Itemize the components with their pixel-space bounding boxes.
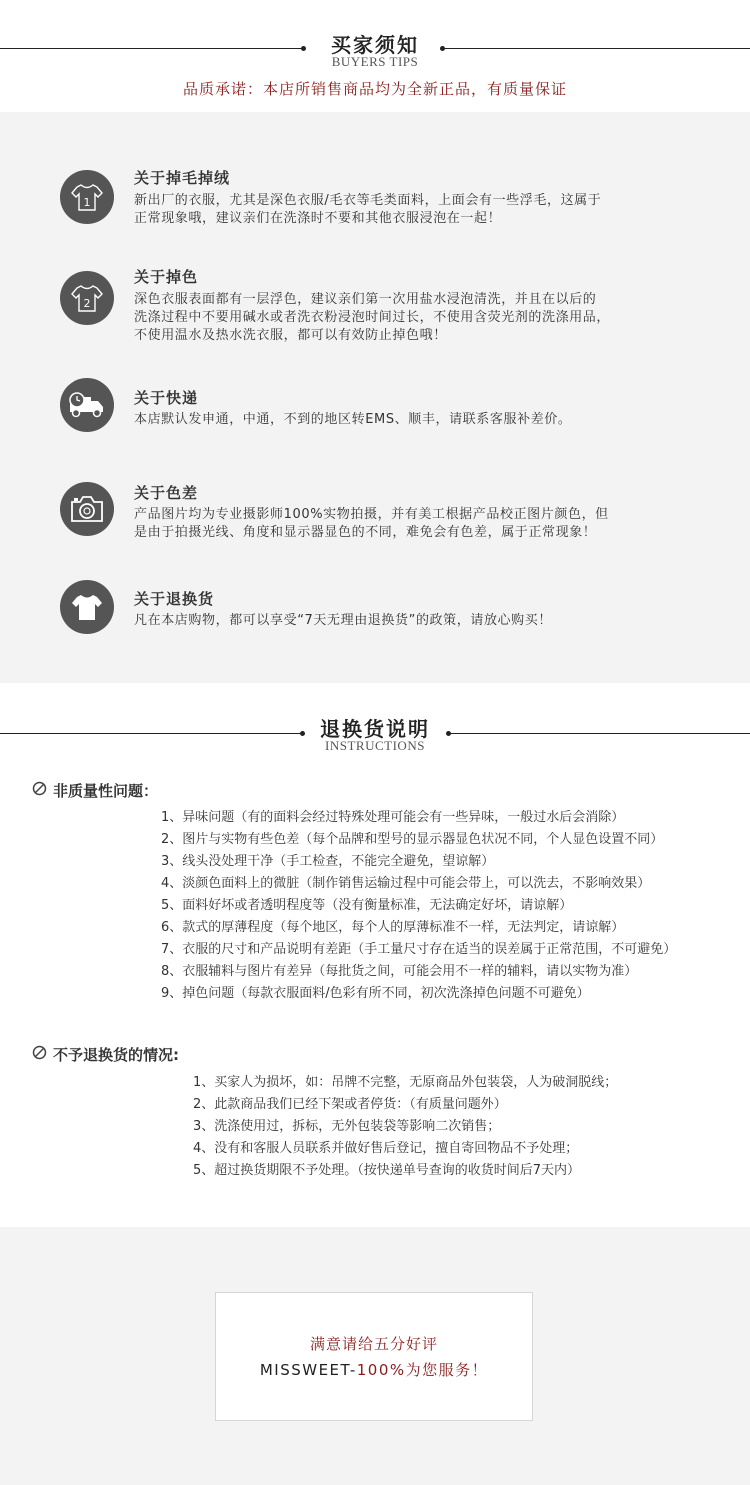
- buyer-tips-title: 买家须知: [331, 33, 419, 57]
- list-item: 5、面料好坏或者透明程度等（没有衡量标准，无法确定好坏，请谅解）: [161, 898, 573, 913]
- tip-body: 本店默认发申通，中通，不到的地区转EMS、顺丰，请联系客服补差价。: [134, 412, 572, 427]
- svg-text:2: 2: [83, 297, 91, 310]
- tip-body: 凡在本店购物，都可以享受“7天无理由退换货”的政策，请放心购买！: [134, 613, 552, 628]
- instructions-subtitle: INSTRUCTIONS: [325, 738, 425, 753]
- footer-service-text: 100%为您服务！: [356, 1361, 489, 1379]
- tip-body: 产品图片均为专业摄影师100%实物拍摄，并有美工根据产品校正图片颜色，但 是由于拍摄光线、角度和显示器显色的不同，难免会有色差，属于正常现象！: [134, 507, 609, 540]
- quality-promise: 品质承诺：本店所销售商品均为全新正品，有质量保证: [182, 80, 567, 98]
- tip-title: 关于掉毛掉绒: [134, 169, 231, 187]
- prohibited-icon: [32, 781, 47, 800]
- tshirt-2-icon: [60, 271, 114, 325]
- list-item: 7、衣服的尺寸和产品说明有差距（手工量尺寸存在适当的误差属于正常范围，不可避免）: [161, 942, 677, 957]
- tshirt-icon: [60, 580, 114, 634]
- tip-title: 关于掉色: [134, 268, 199, 286]
- footer-brand: MISSWEET-: [259, 1361, 357, 1379]
- camera-icon: [60, 482, 114, 536]
- list-item: 5、超过换货期限不予处理。（按快递单号查询的收货时间后7天内）: [193, 1163, 581, 1178]
- delivery-truck-icon: [60, 378, 114, 432]
- prohibited-icon: [32, 1045, 47, 1064]
- list-item: 8、衣服辅料与图片有差异（每批货之间，可能会用不一样的辅料，请以实物为准）: [161, 964, 638, 979]
- tip-title: 关于退换货: [134, 590, 215, 608]
- non-quality-heading: [32, 780, 158, 801]
- non-quality-list: [161, 807, 676, 1005]
- list-item: 3、洗涤使用过，拆标，无外包装袋等影响二次销售；: [193, 1119, 501, 1134]
- list-item: 6、款式的厚薄程度（每个地区，每个人的厚薄标准不一样，无法判定，请谅解）: [161, 920, 625, 935]
- list-item: 4、淡颜色面料上的微脏（制作销售运输过程中可能会带上，可以洗去，不影响效果）: [161, 876, 651, 891]
- tip-body: 深色衣服表面都有一层浮色，建议亲们第一次用盐水浸泡清洗，并且在以后的 洗涤过程中不要用碱水或者洗衣粉浸泡时间过长，不使用含荧光剂的洗涤用品， 不使用温水及热水洗衣服，都可以有效防止掉色哦！: [134, 292, 611, 343]
- list-item: 9、掉色问题（每款衣服面料/色彩有所不同，初次洗涤掉色问题不可避免）: [161, 986, 590, 1001]
- tip-title: 关于快递: [134, 389, 199, 407]
- no-return-heading: [32, 1044, 179, 1065]
- non-quality-heading-text: 非质量性问题：: [53, 782, 159, 800]
- buyer-tips-subtitle: BUYERS TIPS: [331, 54, 419, 69]
- list-item: 4、没有和客服人员联系并做好售后登记，擅自寄回物品不予处理；: [193, 1141, 579, 1156]
- no-return-list: [193, 1072, 617, 1182]
- footer-box: [215, 1292, 533, 1421]
- instructions-title: 退换货说明: [320, 717, 430, 741]
- list-item: 1、异味问题（有的面料会经过特殊处理可能会有一些异味，一般过水后会消除）: [161, 810, 625, 825]
- svg-text:1: 1: [83, 196, 91, 209]
- list-item: 1、买家人为损坏，如：吊牌不完整，无原商品外包装袋，人为破洞脱线；: [193, 1075, 618, 1090]
- list-item: 2、此款商品我们已经下架或者停货：（有质量问题外）: [193, 1097, 507, 1112]
- footer-review-request: 满意请给五分好评: [309, 1335, 438, 1353]
- tip-title: 关于色差: [134, 484, 199, 502]
- tshirt-1-icon: [60, 170, 114, 224]
- list-item: 2、图片与实物有些色差（每个品牌和型号的显示器显色状况不同，个人显色设置不同）: [161, 832, 664, 847]
- list-item: 3、线头没处理干净（手工检查，不能完全避免，望谅解）: [161, 854, 495, 869]
- tip-body: 新出厂的衣服，尤其是深色衣服/毛衣等毛类面料，上面会有一些浮毛，这属于 正常现象哦，建议亲们在洗涤时不要和其他衣服浸泡在一起！: [134, 193, 602, 226]
- footer-service-line: [216, 1359, 532, 1380]
- no-return-heading-text: 不予退换货的情况:: [53, 1046, 179, 1064]
